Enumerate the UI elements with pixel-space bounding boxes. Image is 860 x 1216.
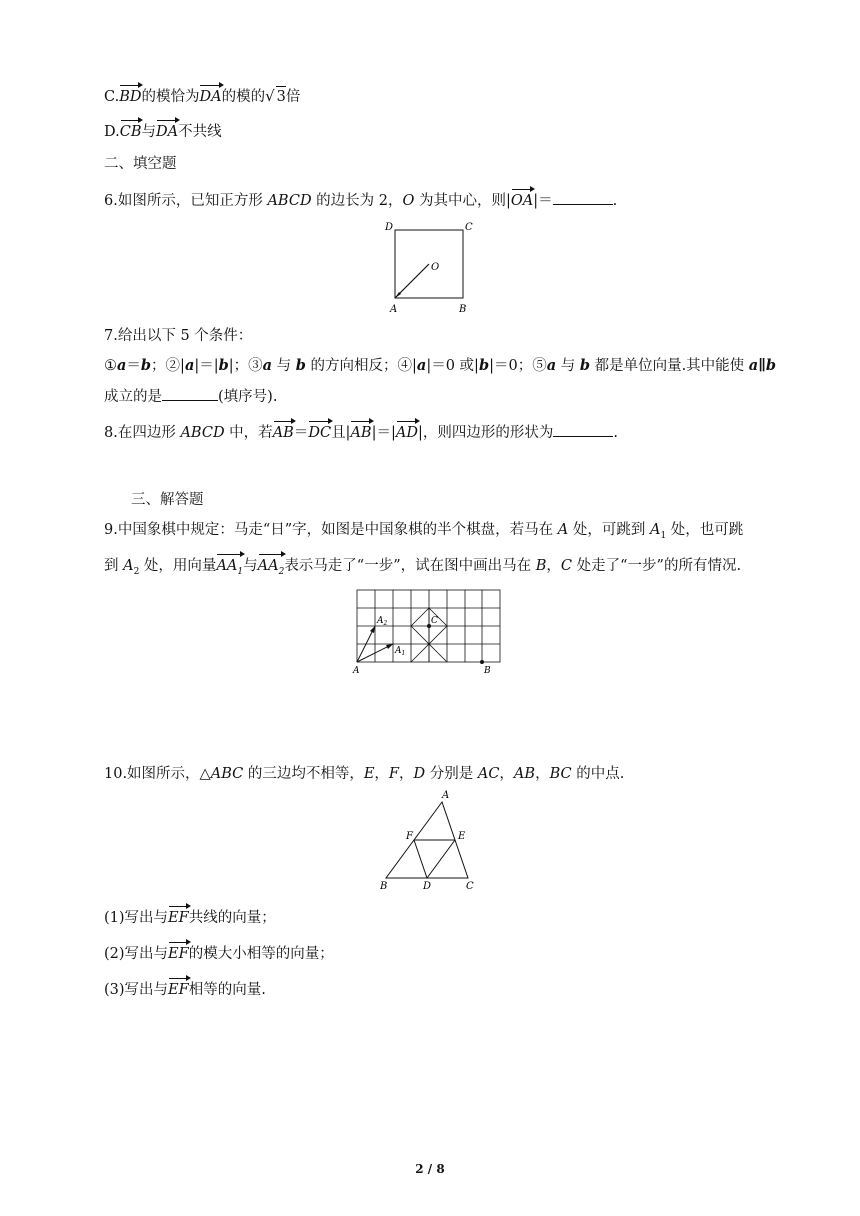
label-B: B <box>484 666 491 676</box>
question-10: 10.如图所示，△ABC 的三边均不相等，E，F，D 分别是 AC，AB，BC 的中点. <box>104 766 625 782</box>
question-9-line2: 到 $A_2$ 处，用向量$AA_1$与$AA_2$表示马走了“一步”，试在图中画出马在 B，C 处走了“一步”的所有情况. <box>104 556 741 582</box>
triangle-figure <box>372 788 484 894</box>
label-A1: $A_1$ <box>395 646 406 657</box>
q5-option-c: C.BD的模恰为DA的模的√ 3倍 <box>104 87 301 105</box>
label-C: C <box>431 616 438 626</box>
square-figure <box>380 218 480 318</box>
label-D: D <box>423 881 432 892</box>
label-A: A <box>390 304 398 315</box>
label-D: D <box>385 222 394 233</box>
label-F: F <box>406 831 413 842</box>
section-fill-blank-title: 二、填空题 <box>104 156 177 172</box>
q5-option-d: D.CB与DA不共线 <box>104 124 222 140</box>
question-8: 8.在四边形 ABCD 中，若AB＝DC且|AB|＝|AD|，则四边形的形状为 . <box>104 422 618 443</box>
label-A: A <box>442 790 450 801</box>
label-O: O <box>431 262 440 273</box>
question-6: 6.如图所示，已知正方形 ABCD 的边长为 2，O 为其中心，则|OA|＝ . <box>104 190 617 211</box>
chessboard-figure <box>350 585 510 677</box>
label-A: A <box>353 666 360 676</box>
question-10-part-2: (2)写出与EF的模大小相等的向量； <box>104 946 334 962</box>
page-number: 2 / 8 <box>415 1162 445 1176</box>
label-B: B <box>459 304 467 315</box>
label-C: C <box>465 222 473 233</box>
label-C: C <box>466 881 474 892</box>
question-10-part-3: (3)写出与EF相等的向量. <box>104 982 266 998</box>
label-A2: $A_2$ <box>377 616 388 627</box>
question-7-stem: 7.给出以下 5 个条件： <box>104 328 253 344</box>
question-7-conditions: ①a＝b；②|a|＝|b|；③a 与 b 的方向相反；④|a|＝0 或|b|＝0；⑤a 与 b 都是单位向量.其中能使 a∥b <box>104 357 777 374</box>
question-10-part-1: (1)写出与EF共线的向量； <box>104 910 276 926</box>
question-9-line1: 9.中国象棋中规定：马走“日”字，如图是中国象棋的半个棋盘，若马在 A 处，可跳到 $A_1$ 处，也可跳 <box>104 522 744 541</box>
section-answer-title: 三、解答题 <box>131 492 204 508</box>
label-B: B <box>380 881 388 892</box>
label-E: E <box>458 831 466 842</box>
question-7-line2: 成立的是 (填序号). <box>104 386 277 407</box>
